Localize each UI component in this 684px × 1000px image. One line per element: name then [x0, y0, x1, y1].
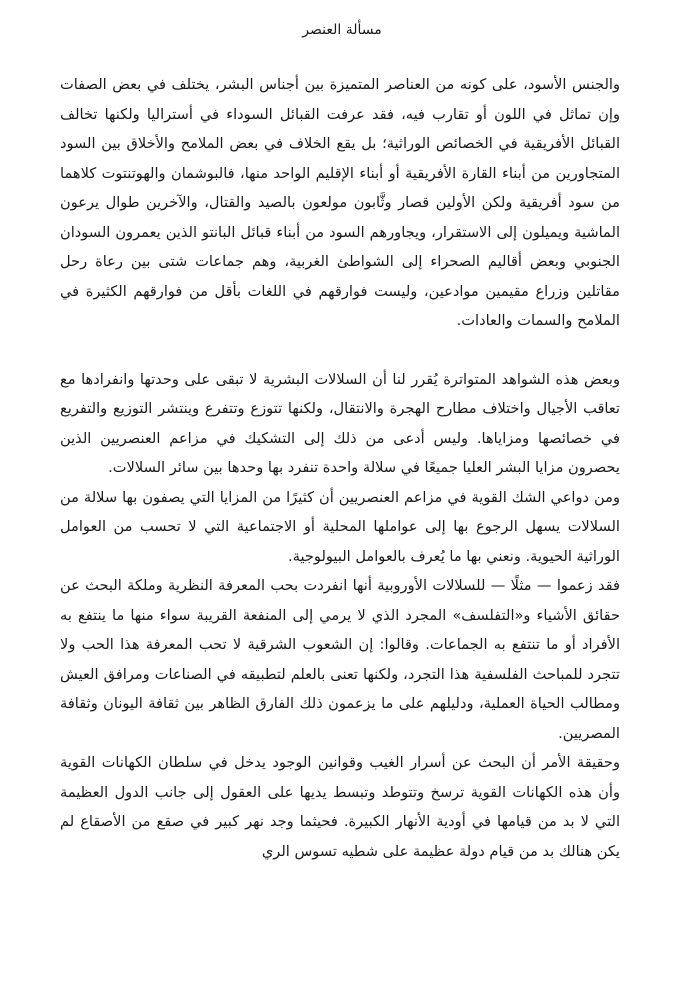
paragraph-4: فقد زعموا — مثلًا — للسلالات الأوروبية أنها انفردت بحب المعرفة النظرية وملكة البحث عن حقائق الأشياء و«التفلسف» المجرد الذي لا يرمي إلى المنفعة القريبة سواء منها ما ينتفع به الأفراد أو ما تنتفع به الجماعات. وقالوا: إن الشعوب الشرقية لا تحب المعرفة هذا الحب ولا تتجرد للمباحث الفلسفية هذا التجرد، ولكنها تعنى بالعلم لتطبيقه في الصناعات ومرافق العيش ومطالب الحياة العملية، ودليلهم على ما يزعمون ذلك الفارق الظاهر بين ثقافة اليونان وثقافة المصريين. [60, 577, 620, 742]
paragraph-3: ومن دواعي الشك القوية في مزاعم العنصريين أن كثيرًا من المزايا التي يصفون بها سلالة من السلالات يسهل الرجوع بها إلى عواملها المحلية أو الاجتماعية التي لا تحسب من العوامل الوراثية الحيوية. ونعني بها ما يُعرف بالعوامل البيولوجية. [60, 488, 620, 565]
paragraph-2: وبعض هذه الشواهد المتواترة يُقرر لنا أن السلالات البشرية لا تبقى على وحدتها وانفرادها مع تعاقب الأجيال واختلاف مطارح الهجرة والانتقال، ولكنها تتوزع وتتفرع وينتشر التوزيع والتفريع في خصائصها ومزاياها. وليس أدعى من ذلك إلى التشكيك في مزاعم العنصريين الذين يحصرون مزايا البشر العليا جميعًا في سلالة واحدة تنفرد بها وحدها بين سائر السلالات. [60, 370, 620, 476]
paragraph-5: وحقيقة الأمر أن البحث عن أسرار الغيب وقوانين الوجود يدخل في سلطان الكهانات القوية وأن هذه الكهانات القوية ترسخ وتتوطد وتبسط يديها على العقول إلى جانب الدول العظيمة التي لا بد من قيامها في أودية الأنهار الكبيرة. فحيثما وجد نهر كبير في صقع من الأصقاع لم يكن هنالك بد من قيام دولة عظيمة على شطيه تسوس الري [60, 754, 620, 860]
page-header-title: مسألة العنصر [302, 22, 382, 38]
paragraph-1: والجنس الأسود، على كونه من العناصر المتميزة بين أجناس البشر، يختلف في بعض الصفات وإن تماثل في اللون أو تقارب فيه، فقد عرفت القبائل السوداء في أستراليا ولكنها تخالف القبائل الأفريقية في الخصائص الوراثية؛ بل يقع الخلاف في بعض الملامح والأخلاق بين السود المتجاورين من أبناء القارة الأفريقية أو أبناء الإقليم الواحد منها، فالبوشمان والهوتنتوت كلاهما من سود أفريقية ولكن الأولين قصار وثَّابون مولعون بالصيد والقتال، والآخرين طوال يرعون الماشية ويميلون إلى الاستقرار، ويجاورهم السود من أبناء قبائل البانتو الذين يعمرون السودان الجنوبي وبعض أقاليم الصحراء إلى الشواطئ الغربية، وهم جماعات شتى بين رعاة رحل مقاتلين وزراع مقيمين موادعين، وليست فوارقهم في اللغات بأقل من فوارقهم الكثيرة في الملامح والسمات والعادات. [60, 76, 620, 329]
document-body [60, 70, 620, 866]
